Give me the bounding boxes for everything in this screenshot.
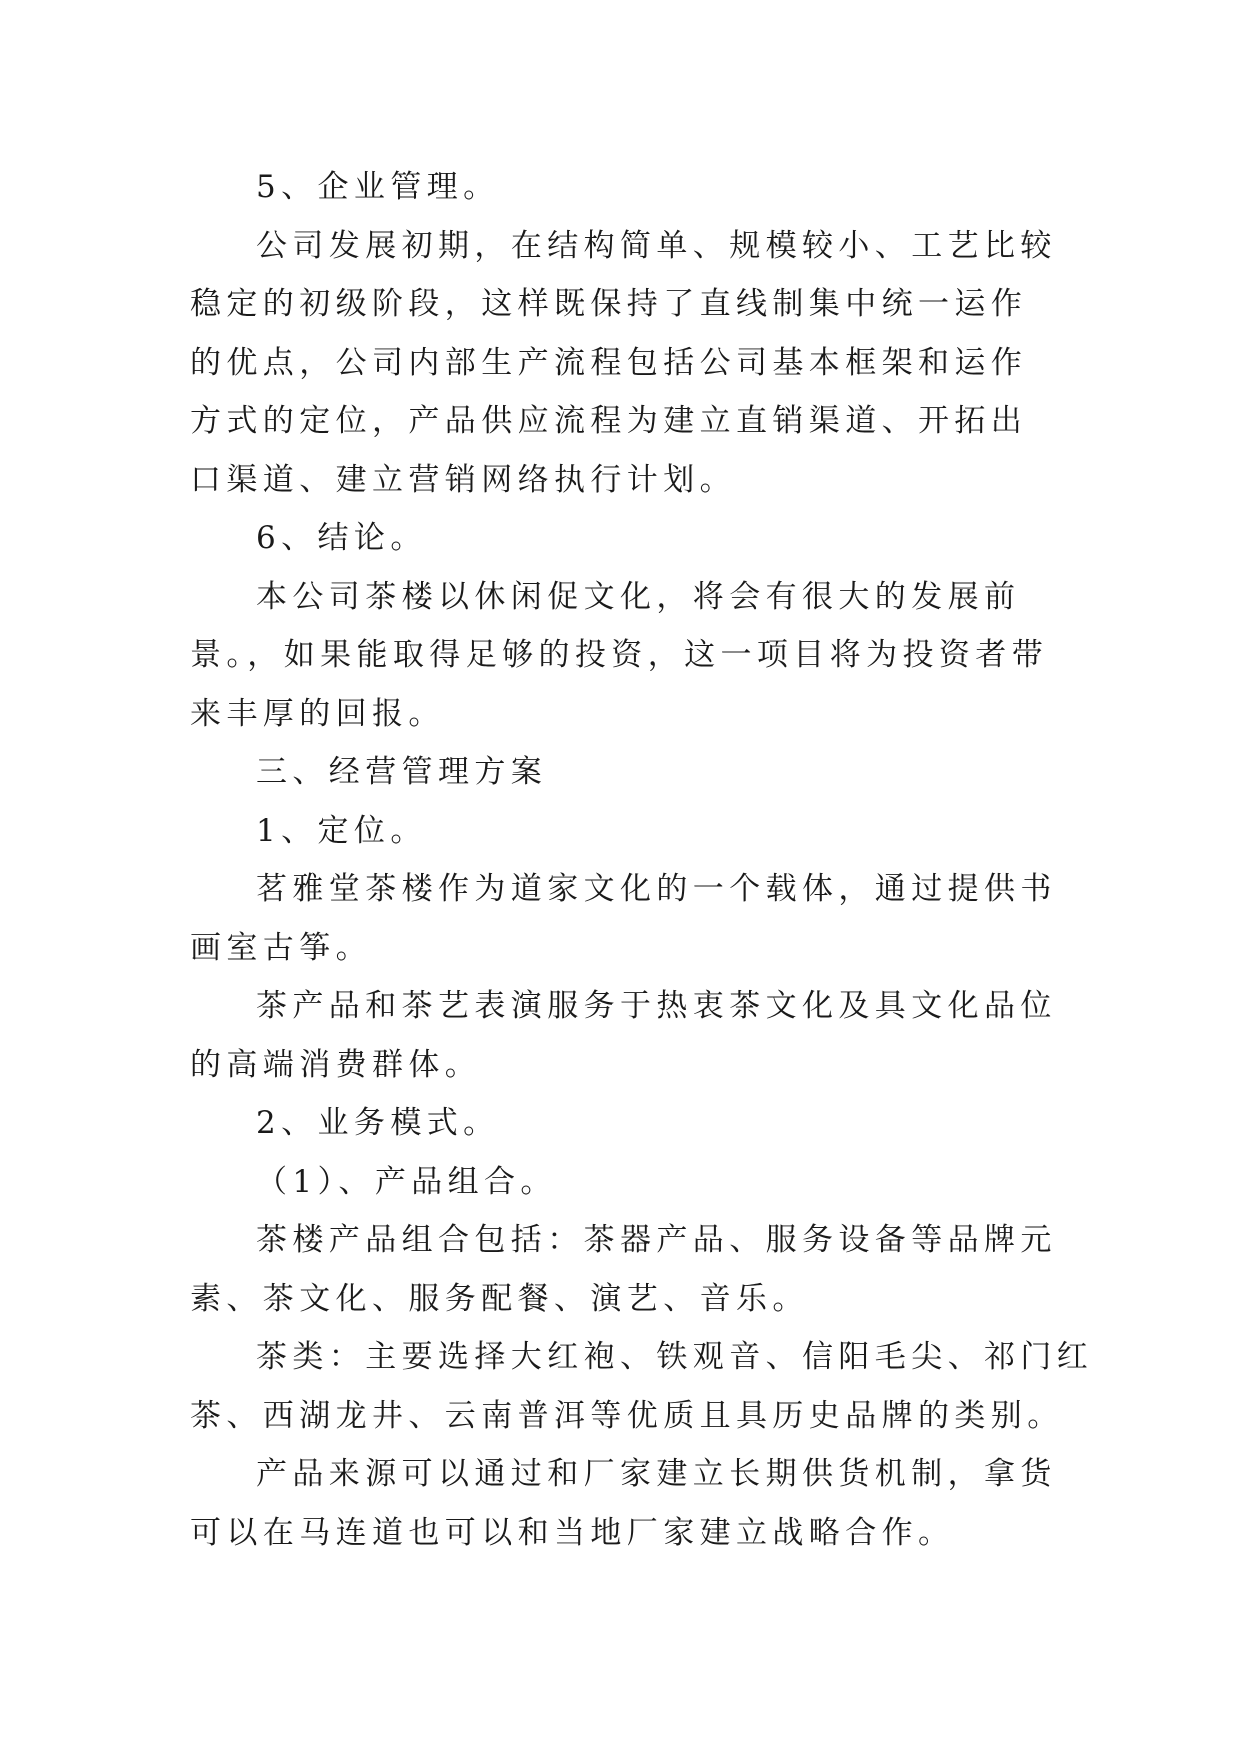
section-heading-enterprise-management: 5、企业管理。 xyxy=(256,169,500,205)
subsection-heading-product-mix: （1）、产品组合。 xyxy=(256,1163,557,1200)
chapter-heading-operation-plan: 三、经营管理方案 xyxy=(256,754,548,790)
paragraph-product-source: 产品来源可以通过和厂家建立长期供货机制，拿货可以在马连道也可以和当地厂家建立战略合作。 xyxy=(190,1456,1057,1551)
paragraph-company-early-stage: 公司发展初期，在结构简单、规模较小、工艺比较稳定的初级阶段，这样既保持了直线制集中统一运作的优点，公司内部生产流程包括公司基本框架和运作方式的定位，产品供应流程为建立直销渠道、开拓出口渠道、建立营销网络执行计划。 xyxy=(190,227,1057,498)
paragraph-tea-types: 茶类：主要选择大红袍、铁观音、信阳毛尖、祁门红茶、西湖龙井、云南普洱等优质且具历史品牌的类别。 xyxy=(190,1339,1094,1434)
paragraph-positioning: 茗雅堂茶楼作为道家文化的一个载体，通过提供书画室古筝。 xyxy=(190,871,1057,966)
section-heading-business-model: 2、业务模式。 xyxy=(256,1105,500,1141)
section-heading-positioning: 1、定位。 xyxy=(256,812,427,849)
document-page xyxy=(190,158,1094,1562)
paragraph-target-customers: 茶产品和茶艺表演服务于热衷茶文化及具文化品位的高端消费群体。 xyxy=(190,988,1057,1083)
paragraph-conclusion: 本公司茶楼以休闲促文化，将会有很大的发展前景。，如果能取得足够的投资，这一项目将为投资者带来丰厚的回报。 xyxy=(190,578,1049,732)
section-heading-conclusion: 6、结论。 xyxy=(256,520,427,556)
paragraph-product-mix: 茶楼产品组合包括：茶器产品、服务设备等品牌元素、茶文化、服务配餐、演艺、音乐。 xyxy=(190,1222,1057,1317)
